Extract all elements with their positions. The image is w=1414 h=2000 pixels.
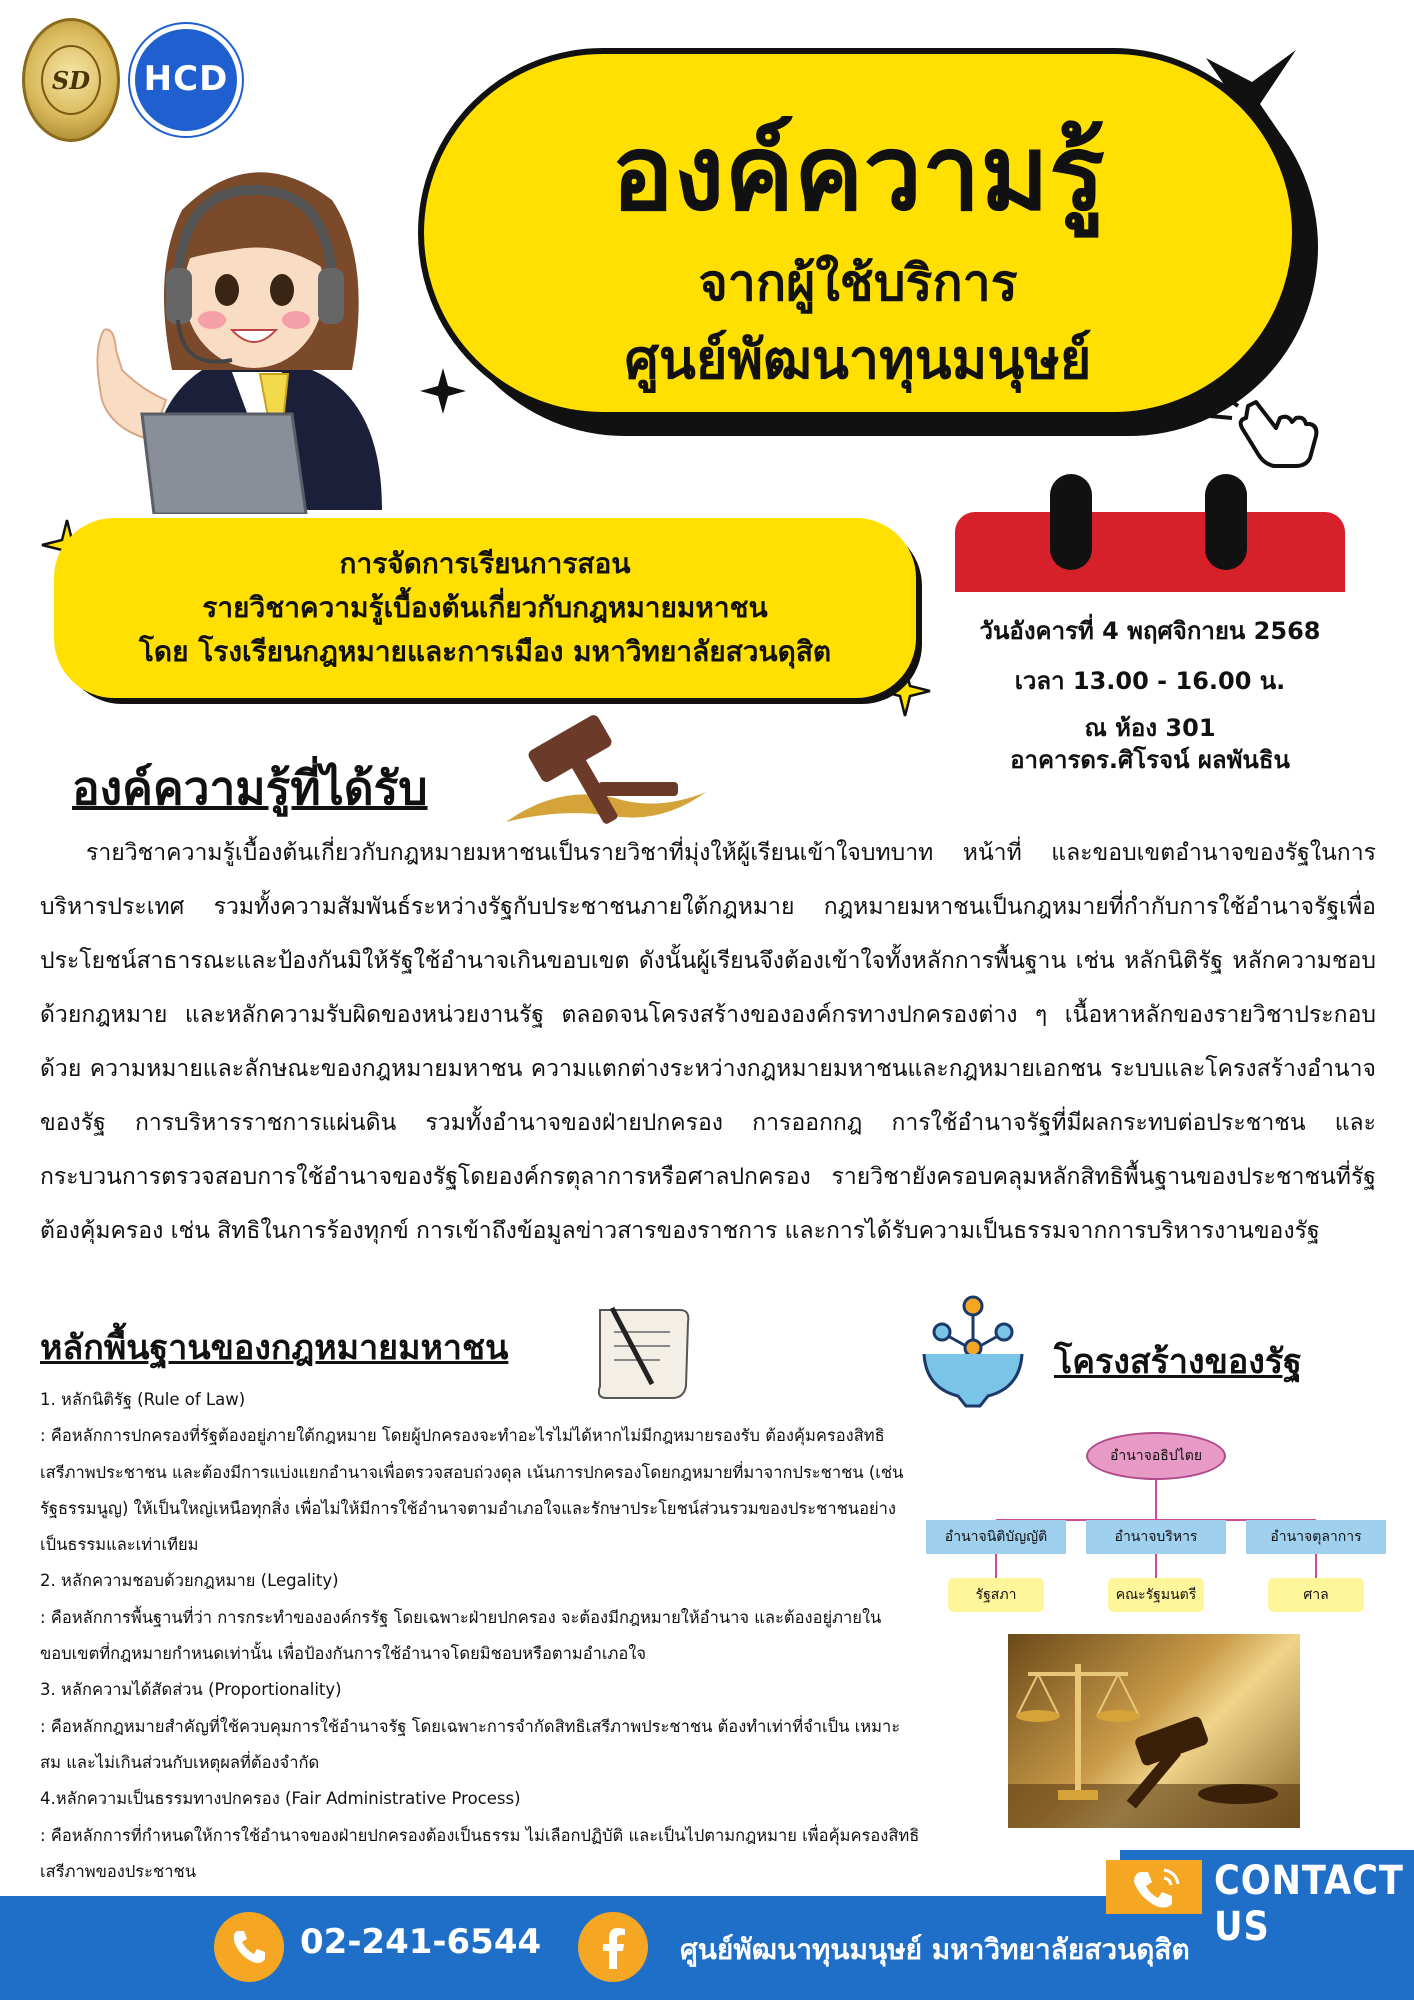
principle-1-title: 1. หลักนิติรัฐ (Rule of Law) (40, 1390, 246, 1409)
phone-number[interactable]: 02-241-6544 (300, 1922, 542, 1962)
knowledge-heading: องค์ความรู้ที่ได้รับ (72, 761, 428, 815)
gavel-icon (502, 712, 708, 836)
org-leaf-court: ศาล (1268, 1578, 1364, 1612)
contact-phone-box (1106, 1860, 1202, 1914)
org-branch-executive: อำนาจบริหาร (1086, 1520, 1226, 1554)
event-details (940, 606, 1360, 776)
phone-ring-icon (1106, 1860, 1202, 1914)
org-branch-legislative: อำนาจนิติบัญญัติ (926, 1520, 1066, 1554)
principle-4-desc: : คือหลักการที่กำหนดให้การใช้อำนาจของฝ่ายปกครองต้องเป็นธรรม ไม่เลือกปฏิบัติ และเป็นไปตามกฎหมาย เพื่อคุ้มครองสิทธิเสรีภาพของประชาชน (40, 1825, 920, 1881)
scale-of-justice-icon (1008, 1634, 1300, 1828)
org-branch-judicial: อำนาจตุลาการ (1246, 1520, 1386, 1554)
course-line-3: โดย โรงเรียนกฎหมายและการเมือง มหาวิทยาลัยสวนดุสิต (138, 635, 832, 668)
event-date: วันอังคารที่ 4 พฤศจิกายน 2568 (979, 617, 1321, 645)
suan-dusit-seal-icon: SD (41, 45, 101, 115)
event-time: เวลา 13.00 - 16.00 น. (1014, 667, 1286, 695)
contact-us-label: CONTACT US (1214, 1858, 1404, 1950)
principles-list (40, 1382, 920, 1890)
org-leaf-cabinet: คณะรัฐมนตรี (1108, 1578, 1204, 1612)
principles-heading: หลักพื้นฐานของกฎหมายมหาชน (40, 1328, 509, 1368)
principle-2-title: 2. หลักความชอบด้วยกฎหมาย (Legality) (40, 1571, 339, 1591)
calendar-ring-left-icon (1050, 474, 1092, 570)
page-title: องค์ความรู้ (611, 112, 1105, 234)
suan-dusit-logo (22, 18, 120, 142)
org-leaf-parliament: รัฐสภา (948, 1578, 1044, 1612)
calendar-icon (955, 512, 1345, 592)
event-building: อาคารดร.ศิโรจน์ ผลพันธิน (1010, 746, 1290, 774)
event-room: ณ ห้อง 301 (1084, 714, 1216, 742)
facebook-page-name[interactable]: ศูนย์พัฒนาทุนมนุษย์ มหาวิทยาลัยสวนดุสิต (680, 1933, 1190, 1966)
principle-4-title: 4.หลักความเป็นธรรมทางปกครอง (Fair Administrative Process) (40, 1789, 521, 1809)
hand-pointer-icon (1200, 362, 1320, 472)
phone-icon (229, 1927, 269, 1967)
footer-facebook-circle (578, 1912, 648, 1982)
hcd-logo-text: HCD (143, 59, 229, 99)
title-banner (418, 48, 1298, 418)
page-subtitle-2: ศูนย์พัฒนาทุนมนุษย์ (624, 328, 1092, 391)
justice-scale-gavel-photo (1008, 1634, 1300, 1828)
hcd-logo (130, 24, 242, 136)
facebook-icon (593, 1925, 633, 1969)
people-network-hands-icon (918, 1292, 1028, 1408)
structure-heading: โครงสร้างของรัฐ (1054, 1342, 1302, 1382)
footer-phone-circle (214, 1912, 284, 1982)
knowledge-paragraph: รายวิชาความรู้เบื้องต้นเกี่ยวกับกฎหมายมหาชนเป็นรายวิชาที่มุ่งให้ผู้เรียนเข้าใจบทบาท หน้าที่ และขอบเขตอำนาจของรัฐในการบริหารประเทศ รวมทั้งความสัมพันธ์ระหว่างรัฐกับประชาชนภายใต้กฎหมาย กฎหมายมหาชนเป็นกฎหมายที่กำกับการใช้อำนาจรัฐเพื่อประโยชน์สาธารณะและป้องกันมิให้รัฐใช้อำนาจเกินขอบเขต ดังนั้นผู้เรียนจึงต้องเข้าใจทั้งหลักการพื้นฐาน เช่น หลักนิติรัฐ หลักความชอบด้วยกฎหมาย และหลักความรับผิดของหน่วยงานรัฐ ตลอดจนโครงสร้างขององค์กรทางปกครองต่าง ๆ เนื้อหาหลักของรายวิชาประกอบด้วย ความหมายและลักษณะของกฎหมายมหาชน ความแตกต่างระหว่างกฎหมายมหาชนและกฎหมายเอกชน ระบบและโครงสร้างอำนาจของรัฐ การบริหารราชการแผ่นดิน รวมทั้งอำนาจของฝ่ายปกครอง การออกกฎ การใช้อำนาจรัฐที่มีผลกระทบต่อประชาชน และกระบวนการตรวจสอบการใช้อำนาจของรัฐโดยองค์กรตุลาการหรือศาลปกครอง รายวิชายังครอบคลุมหลักสิทธิพื้นฐานของประชาชนที่รัฐต้องคุ้มครอง เช่น สิทธิในการร้องทุกข์ การเข้าถึงข้อมูลข่าวสารของราชการ และการได้รับความเป็นธรรมจากการบริหารงานของรัฐ (40, 840, 1376, 1244)
principle-1-desc: : คือหลักการปกครองที่รัฐต้องอยู่ภายใต้กฎหมาย โดยผู้ปกครองจะทำอะไรไม่ได้หากไม่มีกฎหมายรองรับ ต้องคุ้มครองสิทธิเสรีภาพประชาชน และต้องมีการแบ่งแยกอำนาจเพื่อตรวจสอบถ่วงดุล เน้นการปกครองโดยกฎหมายที่มาจากประชาชน (เช่น รัฐธรรมนูญ) ให้เป็นใหญ่เหนือทุกสิ่ง เพื่อไม่ให้มีการใช้อำนาจตามอำเภอใจและรักษาประโยชน์ส่วนรวมของประชาชนอย่างเป็นธรรมและเท่าเทียม (40, 1426, 904, 1555)
principle-2-desc: : คือหลักการพื้นฐานที่ว่า การกระทำขององค์กรรัฐ โดยเฉพาะฝ่ายปกครอง จะต้องมีกฎหมายให้อำนาจ และต้องอยู่ภายในขอบเขตที่กฎหมายกำหนดเท่านั้น เพื่อป้องกันการใช้อำนาจโดยมิชอบหรือตามอำเภอใจ (40, 1607, 882, 1664)
calendar-ring-right-icon (1205, 474, 1247, 570)
course-line-2: รายวิชาความรู้เบื้องต้นเกี่ยวกับกฎหมายมหาชน (202, 591, 768, 624)
principle-3-title: 3. หลักความได้สัดส่วน (Proportionality) (40, 1680, 342, 1700)
course-banner (54, 518, 916, 698)
principle-3-desc: : คือหลักกฎหมายสำคัญที่ใช้ควบคุมการใช้อำนาจรัฐ โดยเฉพาะการจำกัดสิทธิเสรีภาพประชาชน ต้องทำเท่าที่จำเป็น เหมาะสม และไม่เกินส่วนกับเหตุผลที่ต้องจำกัด (40, 1716, 901, 1772)
call-center-agent-illustration (82, 150, 412, 514)
org-root-sovereignty: อำนาจอธิปไตย (1086, 1432, 1226, 1480)
page-subtitle-1: จากผู้ใช้บริการ (698, 254, 1018, 312)
course-line-1: การจัดการเรียนการสอน (339, 547, 631, 580)
